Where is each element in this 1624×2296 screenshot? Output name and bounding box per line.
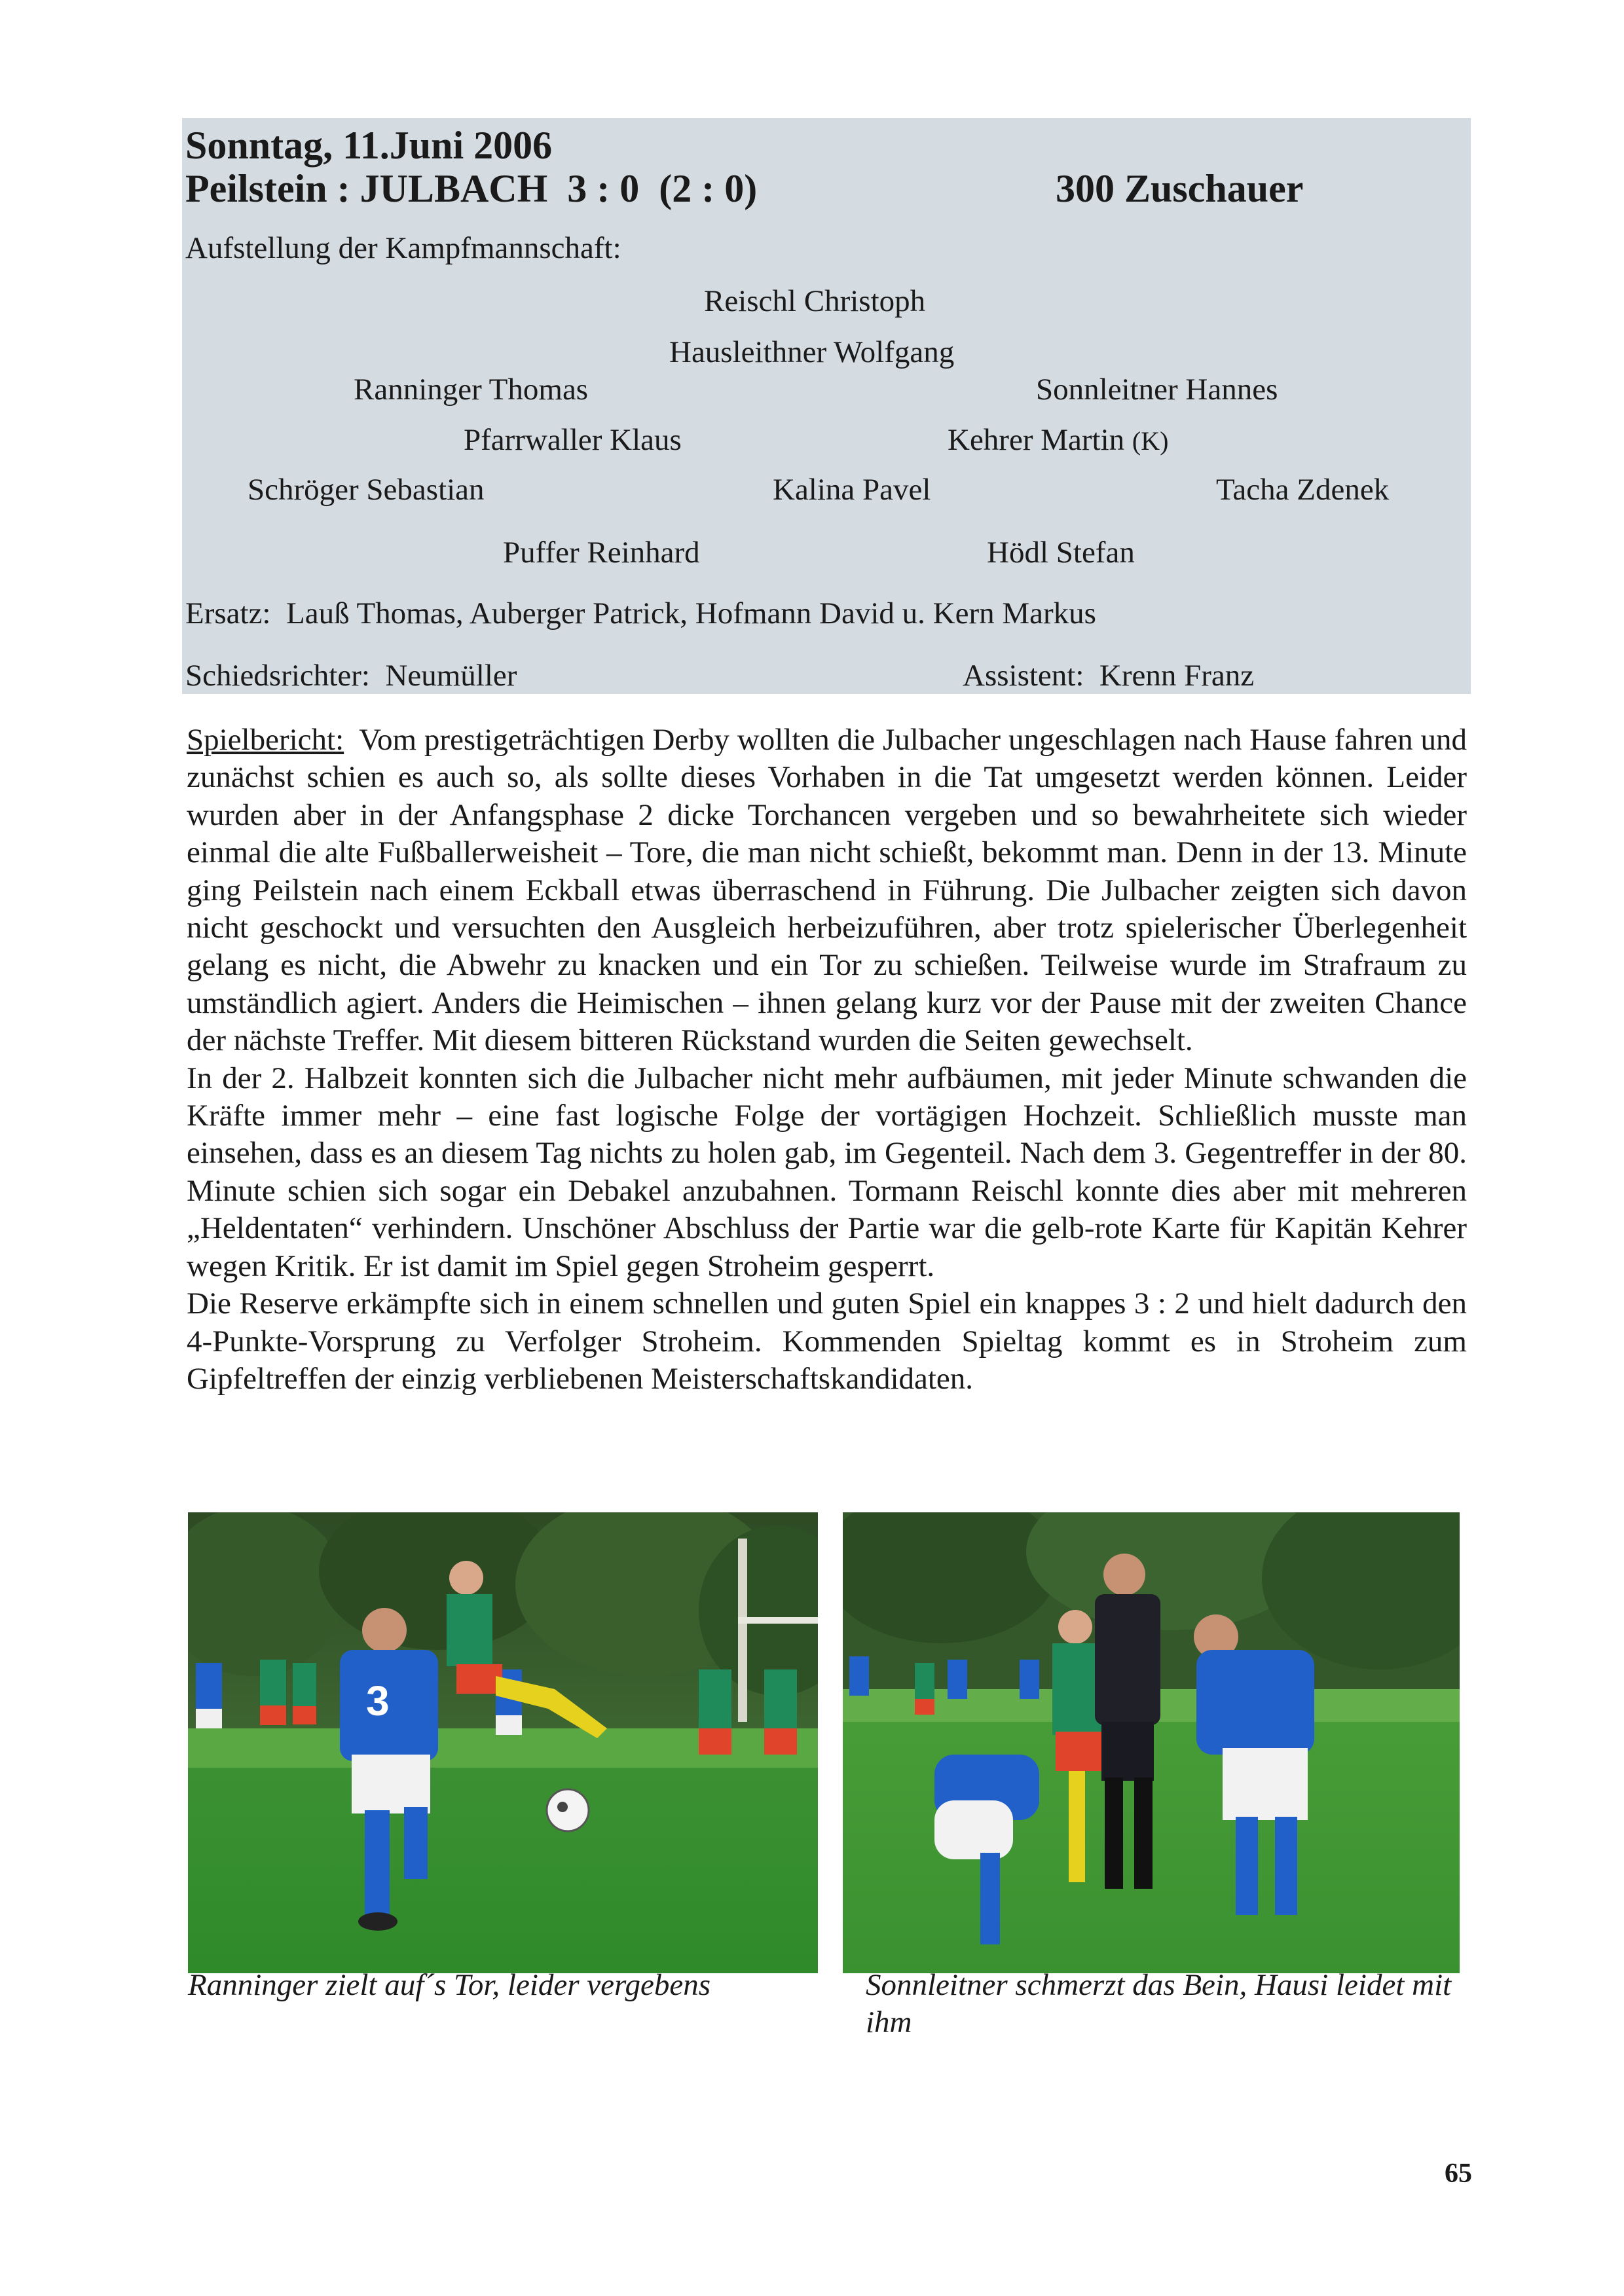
substitutes-line [185, 596, 1096, 631]
report-text-1: Vom prestigeträchtigen Derby wollten die Julbacher ungeschlagen nach Hause fahren und zunächst schien es auch so, als sollte dieses Vorhaben in die Tat umgesetzt werden können. Leider wurden aber in der Anfangsphase 2 dicke Torchancen vergeben und so bewahrheitete sich wieder einmal die alte Fußballerweisheit – Tore, die man nicht schießt, bekommt man. Denn in der 13. Minute ging Peilstein nach einem Eckball etwas überraschend in Führung. Die Julbacher zeigten sich davon nicht geschockt und versuchten den Ausgleich herbeizuführen, aber trotz spielerischer Überlegenheit gelang es nicht, die Abwehr zu knacken und ein Tor zu schießen. Teilweise wurde im Strafraum zu umständlich agiert. Anders die Heimischen – ihnen gelang kurz vor der Pause mit der zweiten Chance der nächste Treffer. Mit diesem bitteren Rückstand wurden die Seiten gewechselt. [187, 723, 1467, 1058]
photo-shot-on-goal [188, 1512, 818, 1973]
player-forward-right: Hödl Stefan [987, 536, 1135, 570]
referee-line [185, 658, 517, 693]
match-result: Peilstein : JULBACH 3 : 0 (2 : 0) [185, 167, 758, 210]
player-mid-right [948, 420, 1168, 461]
left-photo-caption: Ranninger zielt auf´s Tor, leider vergebens [188, 1968, 711, 2002]
assistant-line [963, 658, 1254, 693]
spectator-count: 300 Zuschauer [1056, 167, 1304, 210]
player-mid-left: Pfarrwaller Klaus [464, 423, 682, 457]
referee-name: Neumüller [385, 659, 517, 693]
player-wing-left: Schröger Sebastian [248, 473, 485, 507]
report-paragraph-2: In der 2. Halbzeit konnten sich die Julbacher nicht mehr aufbäumen, mit jeder Minute schwanden die Kräfte immer mehr – eine fast logische Folge der vortägigen Hochzeit. Schließlich musste man einsehen, dass es an diesem Tag nichts zu holen gab, im Gegenteil. Nach dem 3. Gegentreffer in der 80. Minute schien sich sogar ein Debakel anzubahnen. Tormann Reischl konnte dies aber mit mehreren „Heldentaten“ verhindern. Unschöner Abschluss der Partie war die gelb-rote Karte für Kapitän Kehrer wegen Kritik. Er ist damit im Spiel gegen Stroheim gesperrt. [187, 1061, 1467, 1283]
player-goalkeeper: Reischl Christoph [704, 284, 926, 318]
match-report [187, 721, 1467, 1398]
referee-label: Schiedsrichter: [185, 659, 370, 693]
substitutes-label: Ersatz: [185, 596, 271, 630]
right-photo-caption: Sonnleitner schmerzt das Bein, Hausi leidet mit ihm [866, 1968, 1452, 2039]
player-defender-right: Sonnleitner Hannes [1036, 373, 1278, 407]
player-center: Kalina Pavel [773, 473, 931, 507]
captain-mark: (K) [1132, 426, 1169, 456]
jersey-number: 3 [366, 1677, 390, 1724]
page-number: 65 [1445, 2159, 1472, 2189]
report-label: Spielbericht: [187, 723, 344, 757]
player-defender-left: Ranninger Thomas [354, 373, 589, 407]
photo-injured-player [843, 1512, 1460, 1973]
assistant-name: Krenn Franz [1099, 659, 1255, 693]
lineup-heading: Aufstellung der Kampfmannschaft: [185, 231, 621, 265]
player-wing-right: Tacha Zdenek [1216, 473, 1390, 507]
match-date: Sonntag, 11.Juni 2006 [185, 124, 553, 167]
player-sweeper: Hausleithner Wolfgang [669, 335, 955, 369]
report-paragraph-3: Die Reserve erkämpfte sich in einem schnellen und guten Spiel ein knappes 3 : 2 und hielt dadurch den 4-Punkte-Vorsprung zu Verfolger Stroheim. Kommenden Spieltag kommt es in Stroheim zum Gipfeltreffen der einzig verbliebenen Meisterschaftskandidaten. [187, 1286, 1467, 1396]
report-paragraph-1 [187, 721, 1467, 1060]
assistant-label: Assistent: [963, 659, 1084, 693]
substitutes-names: Lauß Thomas, Auberger Patrick, Hofmann David u. Kern Markus [286, 596, 1096, 630]
player-mid-right-name: Kehrer Martin [948, 423, 1125, 457]
player-forward-left: Puffer Reinhard [503, 536, 700, 570]
